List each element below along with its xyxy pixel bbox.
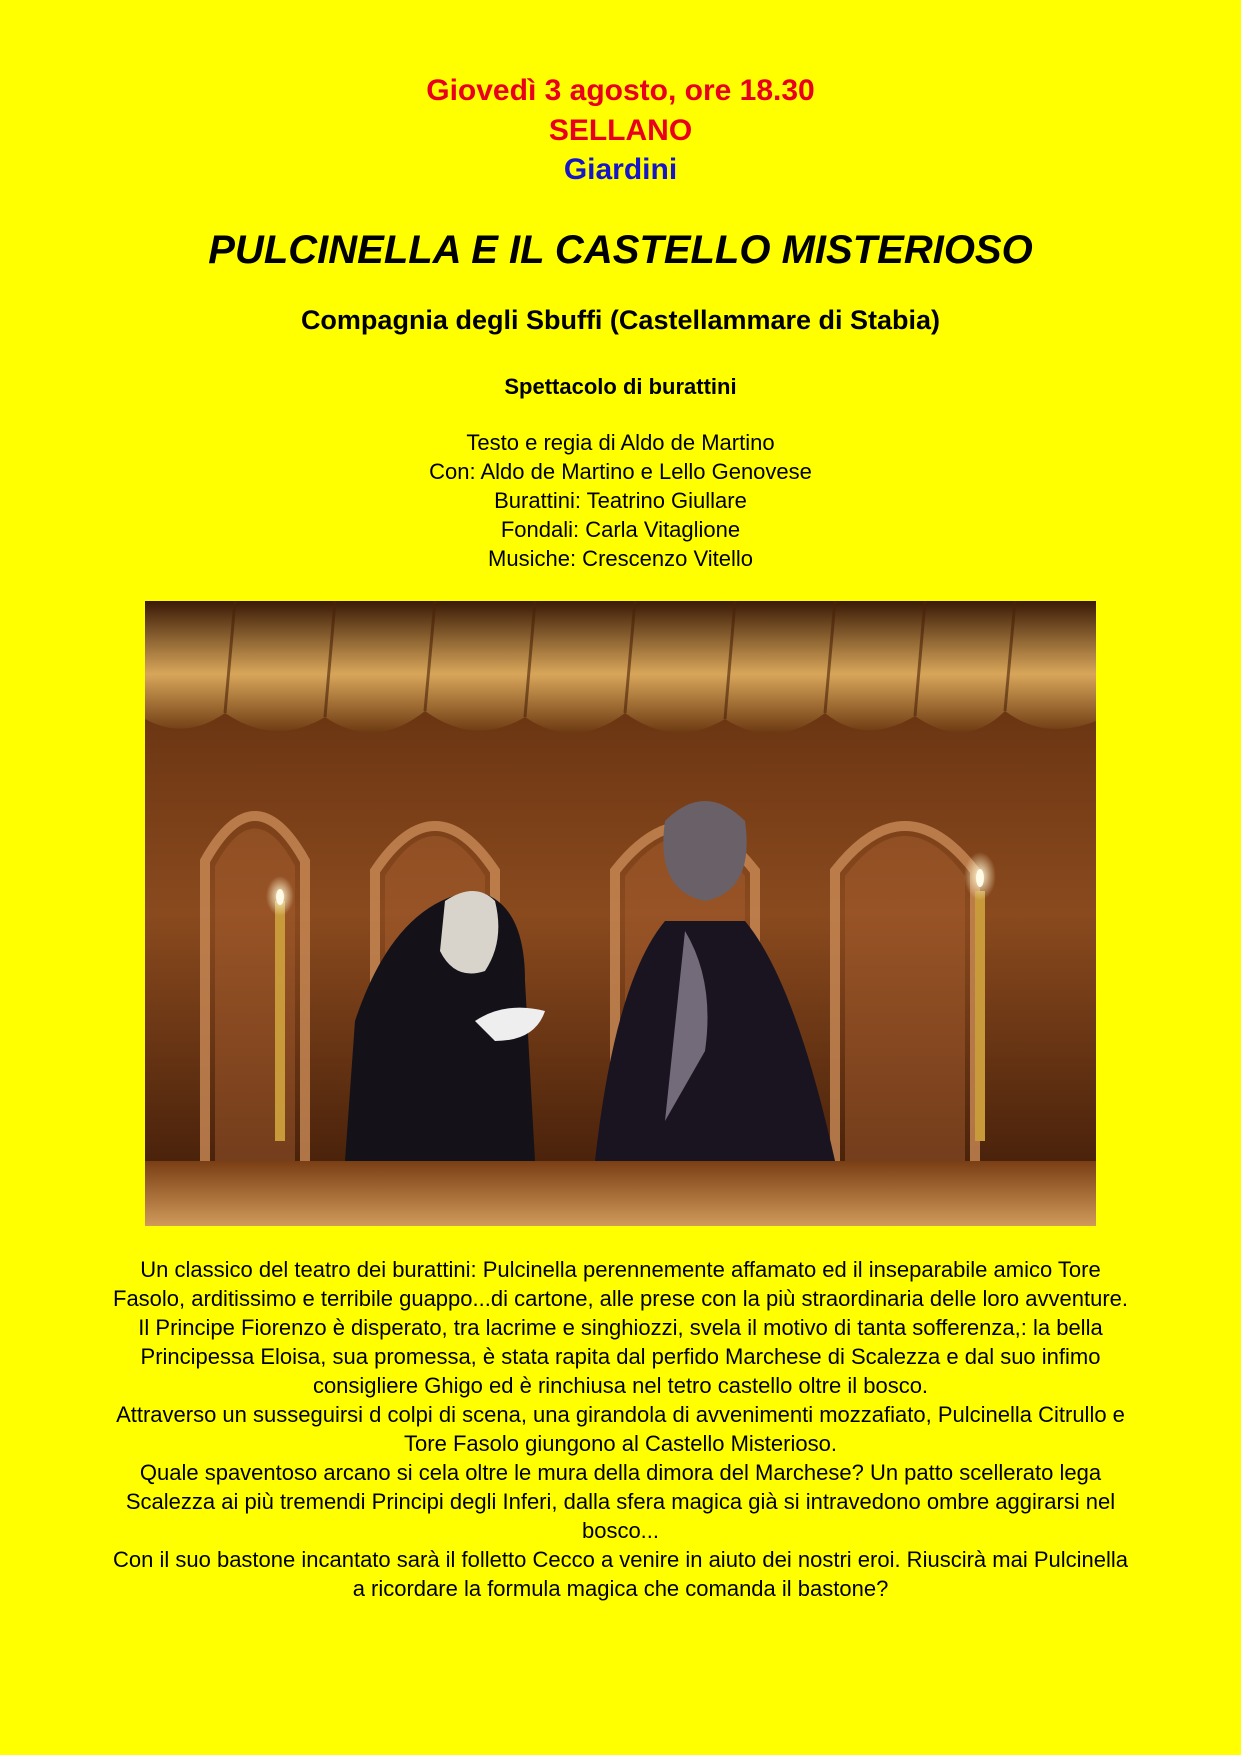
description-paragraph: Il Principe Fiorenzo è disperato, tra lacrime e singhiozzi, svela il motivo di tanta sofferenza,: la bella Principessa Eloisa, sua promessa, è stata rapita dal perfido Marchese di Scalezza e dal suo infimo consigliere Ghigo ed è rinchiusa nel tetro castello oltre il bosco. xyxy=(138,1315,1103,1398)
puppet-stage-photo xyxy=(145,601,1096,1226)
description-paragraph: Quale spaventoso arcano si cela oltre le mura della dimora del Marchese? Un patto scellerato lega Scalezza ai più tremendi Principi degli Inferi, dalla sfera magica già si intravedono ombre aggirarsi nel bosco... xyxy=(125,1460,1116,1543)
company-name: Compagnia degli Sbuffi (Castellammare di Stabia) xyxy=(300,305,941,335)
event-town: SELLANO xyxy=(548,114,693,147)
credit-line: Burattini: Teatrino Giullare xyxy=(494,488,747,513)
description-paragraph: Un classico del teatro dei burattini: Pulcinella perennemente affamato ed il inseparabile amico Tore Fasolo, arditissimo e terribile guappo...di cartone, alle prese con la più straordinaria delle loro avventure. xyxy=(113,1257,1128,1311)
show-title: PULCINELLA E IL CASTELLO MISTERIOSO xyxy=(208,228,1033,272)
credit-line: Con: Aldo de Martino e Lello Genovese xyxy=(429,459,812,484)
credits-list xyxy=(0,428,1241,573)
event-venue: Giardini xyxy=(563,153,678,186)
credit-line: Fondali: Carla Vitaglione xyxy=(500,517,741,542)
event-date: Giovedì 3 agosto, ore 18.30 xyxy=(426,74,815,107)
credit-line: Testo e regia di Aldo de Martino xyxy=(466,430,775,455)
description-paragraph: Attraverso un susseguirsi d colpi di scena, una girandola di avvenimenti mozzafiato, Pulcinella Citrullo e Tore Fasolo giungono al Castello Misterioso. xyxy=(116,1402,1125,1456)
show-description xyxy=(110,1255,1131,1603)
credit-line: Musiche: Crescenzo Vitello xyxy=(488,546,753,571)
description-paragraph: Con il suo bastone incantato sarà il folletto Cecco a venire in aiuto dei nostri eroi. Riuscirà mai Pulcinella a ricordare la formula magica che comanda il bastone? xyxy=(113,1547,1128,1601)
show-genre: Spettacolo di burattini xyxy=(504,374,737,399)
